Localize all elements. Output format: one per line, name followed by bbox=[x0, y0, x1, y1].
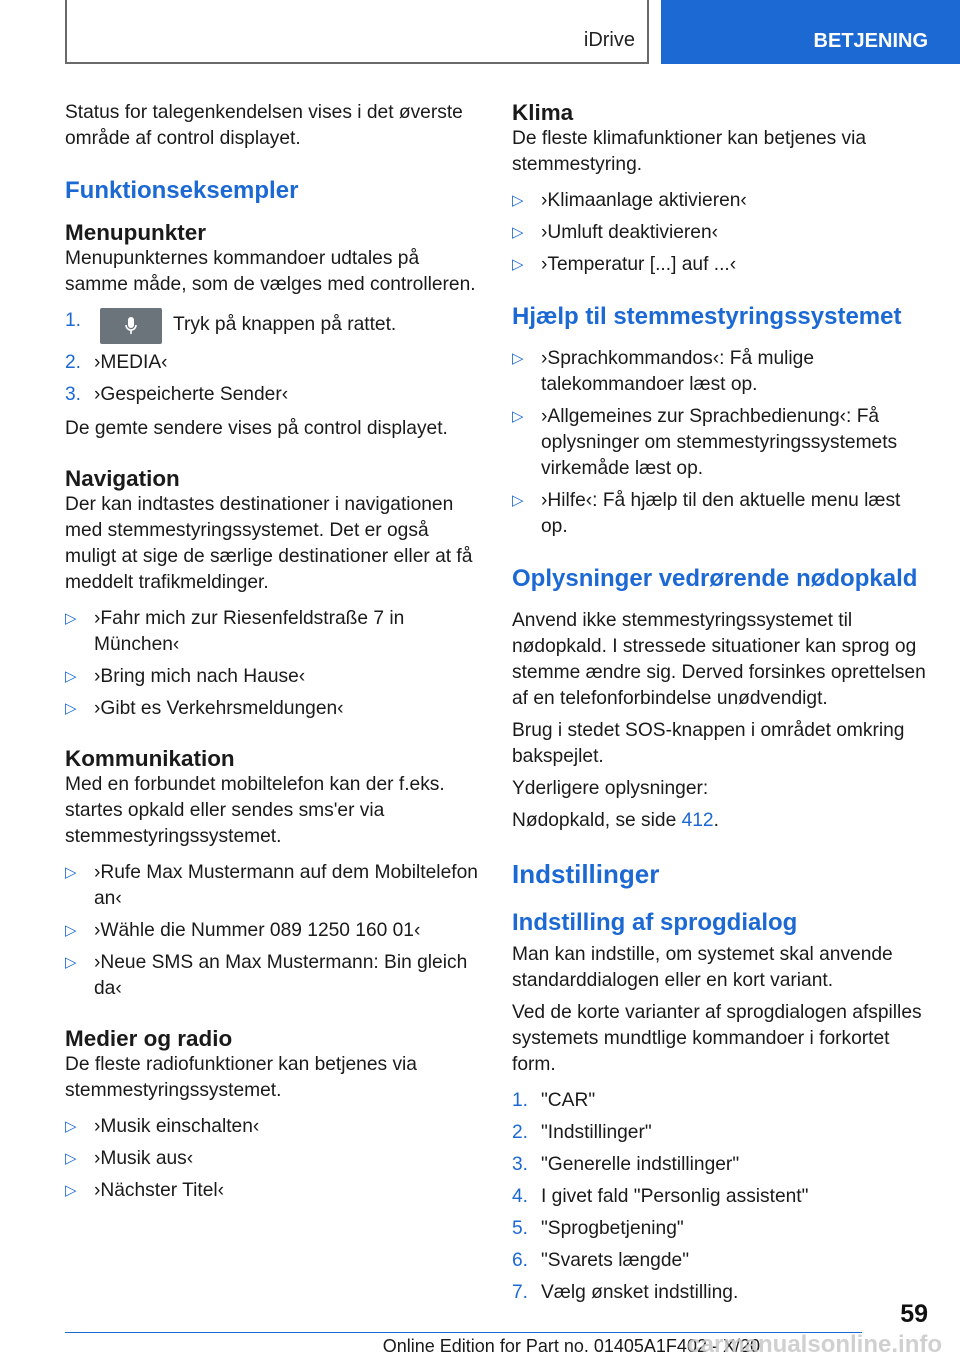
triangle-bullet-icon: ▷ bbox=[65, 1182, 77, 1199]
step-text: Vælg ønsket indstilling. bbox=[541, 1282, 739, 1303]
step-number: 4. bbox=[512, 1186, 529, 1207]
settings-steps bbox=[512, 1088, 928, 1306]
list-item bbox=[512, 1280, 928, 1306]
command-text: ›Musik aus‹ bbox=[94, 1148, 194, 1169]
subheading-menu: Menupunkter bbox=[65, 220, 206, 245]
list-item bbox=[512, 404, 928, 482]
step-number: 2. bbox=[512, 1122, 529, 1143]
emergency-paragraph-2: Brug i stedet SOS-knappen i området omkring bakspejlet. bbox=[512, 720, 905, 767]
step-text: "Sprogbetjening" bbox=[541, 1218, 684, 1239]
climate-paragraph: De fleste klimafunktioner kan betjenes via stemmestyring. bbox=[512, 128, 867, 175]
step-number: 1. bbox=[65, 310, 82, 331]
list-item bbox=[512, 188, 928, 214]
list-item bbox=[512, 252, 928, 278]
navigation-paragraph: Der kan indtastes destinationer i navigationen med stemmestyringssystemet. Det er også muligt at sige de særlige destinationer eller at få meddelt trafikmeldinger. bbox=[65, 494, 473, 593]
list-item bbox=[512, 220, 928, 246]
right-column bbox=[512, 100, 928, 1314]
footer-edition: Online Edition for Part no. 01405A1F402 - X/20 bbox=[382, 1336, 760, 1356]
list-item bbox=[65, 1114, 481, 1140]
list-item bbox=[512, 1248, 928, 1274]
list-item bbox=[512, 1216, 928, 1242]
step-number: 2. bbox=[65, 352, 82, 373]
list-item bbox=[65, 1146, 481, 1172]
microphone-button-icon bbox=[100, 308, 162, 344]
step-text: I givet fald "Personlig assistent" bbox=[541, 1186, 809, 1207]
intro-paragraph: Status for talegenkendelsen vises i det øverste område af control displayet. bbox=[65, 102, 463, 149]
menu-steps bbox=[65, 308, 481, 408]
list-item bbox=[65, 350, 481, 376]
header-section-title: iDrive bbox=[583, 29, 635, 51]
emergency-paragraph-1: Anvend ikke stemmestyringssystemet til nødopkald. I stressede situationer kan sprog og stemme ændre sig. Derved forsinkes oprettelsen af en telefonforbindelse unødvendigt. bbox=[512, 610, 926, 709]
step-number: 3. bbox=[512, 1154, 529, 1175]
step-number: 5. bbox=[512, 1218, 529, 1239]
command-text: ›Gibt es Verkehrsmeldungen‹ bbox=[94, 698, 344, 719]
step-text: "Svarets længde" bbox=[541, 1250, 690, 1271]
header-chapter-tab: BETJENING bbox=[661, 0, 960, 64]
emergency-reference bbox=[512, 808, 928, 834]
triangle-bullet-icon: ▷ bbox=[512, 192, 524, 209]
settings-paragraph-2: Ved de korte varianter af sprogdialogen afspilles systemets mundtlige kommandoer i forkortet form. bbox=[512, 1002, 922, 1075]
triangle-bullet-icon: ▷ bbox=[512, 408, 524, 425]
section-heading-help: Hjælp til stemmestyringssystemet bbox=[512, 303, 902, 330]
settings-paragraph-1: Man kan indstille, om systemet skal anvende standarddialogen eller en kort variant. bbox=[512, 944, 893, 991]
step-number: 7. bbox=[512, 1282, 529, 1303]
menu-paragraph: Menupunkternes kommandoer udtales på samme måde, som de vælges med controlleren. bbox=[65, 248, 476, 295]
triangle-bullet-icon: ▷ bbox=[512, 256, 524, 273]
subheading-communication: Kommunikation bbox=[65, 746, 235, 771]
step-text: Tryk på knappen på rattet. bbox=[172, 314, 397, 335]
section-heading-emergency: Oplysninger vedrørende nødopkald bbox=[512, 565, 918, 592]
list-item bbox=[65, 382, 481, 408]
command-text: ›Umluft deaktivieren‹ bbox=[541, 222, 719, 243]
step-text: "CAR" bbox=[541, 1090, 596, 1111]
triangle-bullet-icon: ▷ bbox=[512, 492, 524, 509]
triangle-bullet-icon: ▷ bbox=[65, 1118, 77, 1135]
list-item bbox=[65, 918, 481, 944]
list-item bbox=[512, 1152, 928, 1178]
command-text: ›Rufe Max Mustermann auf dem Mobiltelefon an‹ bbox=[94, 862, 478, 909]
step-text: "Indstillinger" bbox=[541, 1122, 652, 1143]
command-text: ›Neue SMS an Max Mustermann: Bin gleich da‹ bbox=[94, 952, 468, 999]
list-item bbox=[512, 1088, 928, 1114]
list-item bbox=[65, 860, 481, 912]
step-text: ›Gespeicherte Sender‹ bbox=[94, 384, 289, 405]
command-text: ›Klimaanlage aktivieren‹ bbox=[541, 190, 747, 211]
emergency-paragraph-3: Yderligere oplysninger: bbox=[512, 778, 709, 799]
command-text: ›Musik einschalten‹ bbox=[94, 1116, 260, 1137]
step-number: 6. bbox=[512, 1250, 529, 1271]
climate-commands bbox=[512, 188, 928, 278]
watermark: carmanualsonline.info bbox=[687, 1331, 942, 1358]
media-commands bbox=[65, 1114, 481, 1204]
help-commands bbox=[512, 346, 928, 540]
command-text: ›Temperatur [...] auf ...‹ bbox=[541, 254, 737, 275]
command-text: ›Allgemeines zur Sprachbedienung‹: Få oplysninger om stemmestyringssystemets virkemåde læst op. bbox=[541, 406, 898, 479]
list-item bbox=[65, 664, 481, 690]
triangle-bullet-icon: ▷ bbox=[65, 668, 77, 685]
step-text: ›MEDIA‹ bbox=[94, 352, 168, 373]
section-heading-examples: Funktionseksempler bbox=[65, 177, 299, 204]
media-paragraph: De fleste radiofunktioner kan betjenes via stemmestyringssystemet. bbox=[65, 1054, 417, 1101]
triangle-bullet-icon: ▷ bbox=[65, 922, 77, 939]
command-text: ›Hilfe‹: Få hjælp til den aktuelle menu læst op. bbox=[541, 490, 901, 537]
list-item bbox=[65, 696, 481, 722]
list-item bbox=[512, 1184, 928, 1210]
command-text: ›Fahr mich zur Riesenfeldstraße 7 in München‹ bbox=[94, 608, 405, 655]
header-section-box bbox=[65, 0, 649, 64]
communication-commands bbox=[65, 860, 481, 1002]
list-item bbox=[65, 1178, 481, 1204]
command-text: ›Bring mich nach Hause‹ bbox=[94, 666, 306, 687]
triangle-bullet-icon: ▷ bbox=[512, 350, 524, 367]
communication-paragraph: Med en forbundet mobiltelefon kan der f.eks. startes opkald eller sendes sms'er via stemmestyringssystemet. bbox=[65, 774, 445, 847]
subheading-media: Medier og radio bbox=[65, 1026, 233, 1051]
triangle-bullet-icon: ▷ bbox=[65, 700, 77, 717]
list-item bbox=[512, 1120, 928, 1146]
page-number: 59 bbox=[900, 1300, 928, 1328]
list-item bbox=[512, 488, 928, 540]
list-item bbox=[65, 950, 481, 1002]
command-text: ›Sprachkommandos‹: Få mulige talekommandoer læst op. bbox=[541, 348, 814, 395]
triangle-bullet-icon: ▷ bbox=[65, 1150, 77, 1167]
triangle-bullet-icon: ▷ bbox=[65, 864, 77, 881]
navigation-commands bbox=[65, 606, 481, 722]
triangle-bullet-icon: ▷ bbox=[65, 954, 77, 971]
step-text: "Generelle indstillinger" bbox=[541, 1154, 740, 1175]
subheading-climate: Klima bbox=[512, 100, 574, 125]
reference-suffix: . bbox=[713, 810, 719, 831]
step-number: 3. bbox=[65, 384, 82, 405]
command-text: ›Wähle die Nummer 089 1250 160 01‹ bbox=[94, 920, 421, 941]
page-reference-link[interactable]: 412 bbox=[681, 810, 714, 831]
list-item bbox=[512, 346, 928, 398]
left-column bbox=[65, 100, 481, 1222]
triangle-bullet-icon: ▷ bbox=[65, 610, 77, 627]
subheading-navigation: Navigation bbox=[65, 466, 180, 491]
triangle-bullet-icon: ▷ bbox=[512, 224, 524, 241]
command-text: ›Nächster Titel‹ bbox=[94, 1180, 225, 1201]
section-heading-settings: Indstillinger bbox=[512, 859, 660, 889]
subheading-dialog-setting: Indstilling af sprogdialog bbox=[512, 909, 798, 936]
list-item bbox=[65, 308, 481, 344]
reference-prefix: Nødopkald, se side bbox=[512, 810, 682, 831]
step-number: 1. bbox=[512, 1090, 529, 1111]
menu-after-paragraph: De gemte sendere vises på control displayet. bbox=[65, 418, 448, 439]
list-item bbox=[65, 606, 481, 658]
